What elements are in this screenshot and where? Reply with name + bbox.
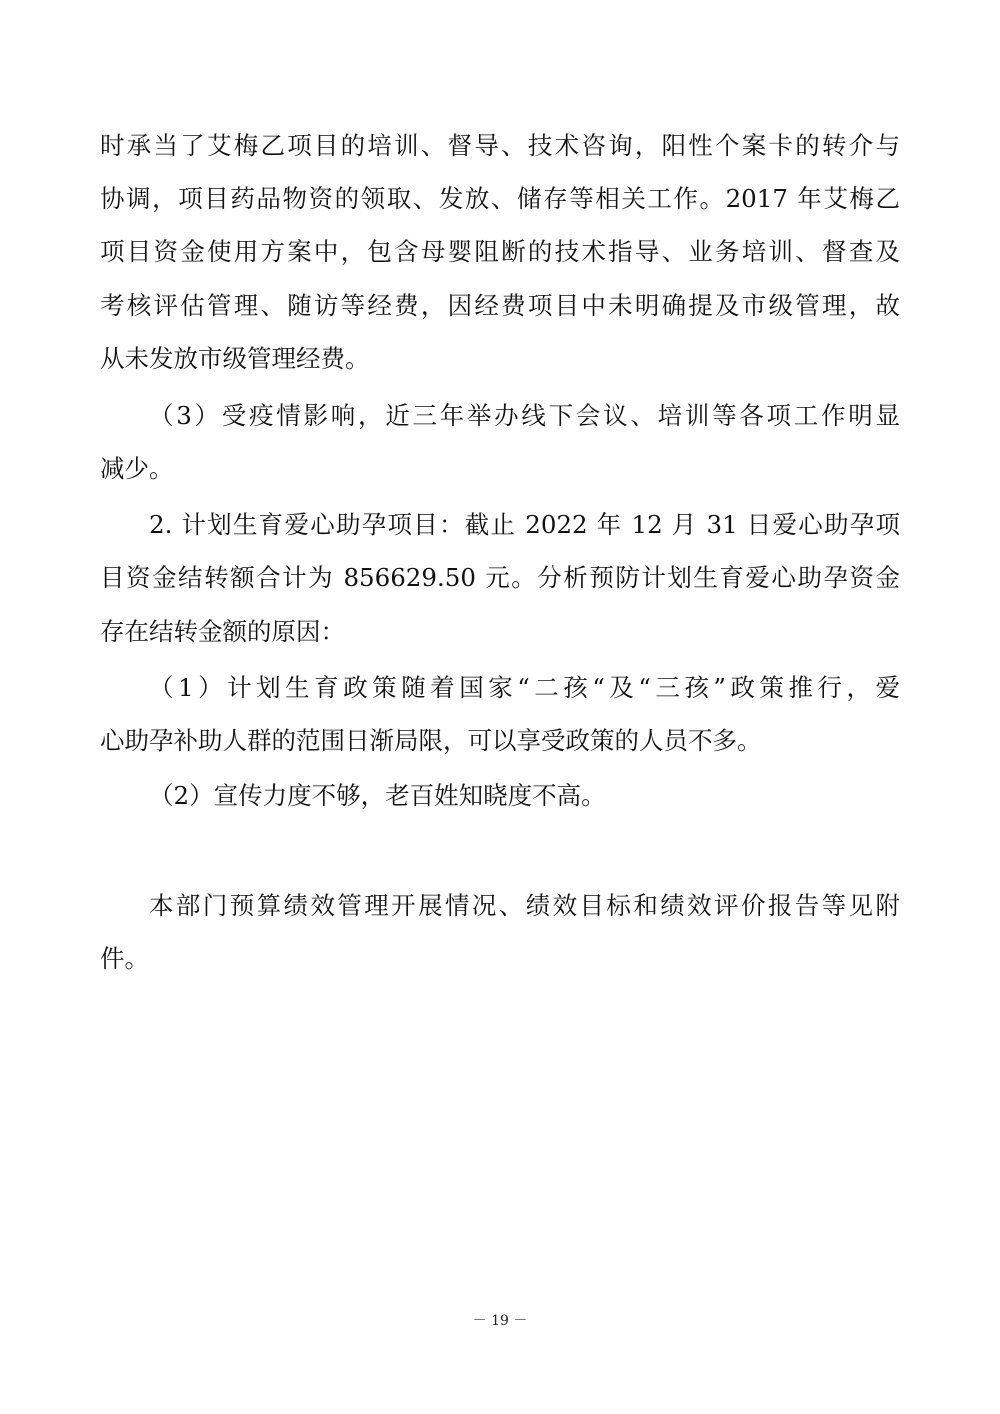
paragraph-5-line-1: （2）宣传力度不够，老百姓知晓度不高。	[149, 781, 606, 810]
paragraph-1-line-3: 项目资金使用方案中，包含母婴阻断的技术指导、业务培训、督查及	[100, 237, 900, 266]
paragraph-1-line-4: 考核评估管理、随访等经费，因经费项目中未明确提及市级管理，故	[100, 291, 900, 320]
paragraph-2-line-1: （3）受疫情影响，近三年举办线下会议、培训等各项工作明显	[149, 401, 900, 430]
paragraph-3-line-2: 目资金结转额合计为 856629.50 元。分析预防计划生育爱心助孕资金	[100, 563, 900, 592]
paragraph-6-line-2: 件。	[100, 944, 149, 973]
paragraph-1-line-1: 时承当了艾梅乙项目的培训、督导、技术咨询，阳性个案卡的转介与	[100, 131, 900, 160]
paragraph-1-line-5: 从未发放市级管理经费。	[100, 344, 370, 373]
paragraph-2-line-2: 减少。	[100, 454, 174, 483]
page-number: － 19 －	[472, 1313, 528, 1329]
paragraph-4-line-2: 心助孕补助人群的范围日渐局限，可以享受政策的人员不多。	[100, 726, 762, 755]
paragraph-6-line-1: 本部门预算绩效管理开展情况、绩效目标和绩效评价报告等见附	[149, 891, 900, 920]
paragraph-3-line-3: 存在结转金额的原因：	[100, 617, 345, 646]
paragraph-1-line-2: 协调，项目药品物资的领取、发放、储存等相关工作。2017 年艾梅乙	[100, 184, 900, 213]
paragraph-3-line-1: 2. 计划生育爱心助孕项目：截止 2022 年 12 月 31 日爱心助孕项	[149, 510, 900, 539]
paragraph-4-line-1: （1）计划生育政策随着国家“二孩“及“三孩”政策推行，爱	[149, 673, 900, 702]
